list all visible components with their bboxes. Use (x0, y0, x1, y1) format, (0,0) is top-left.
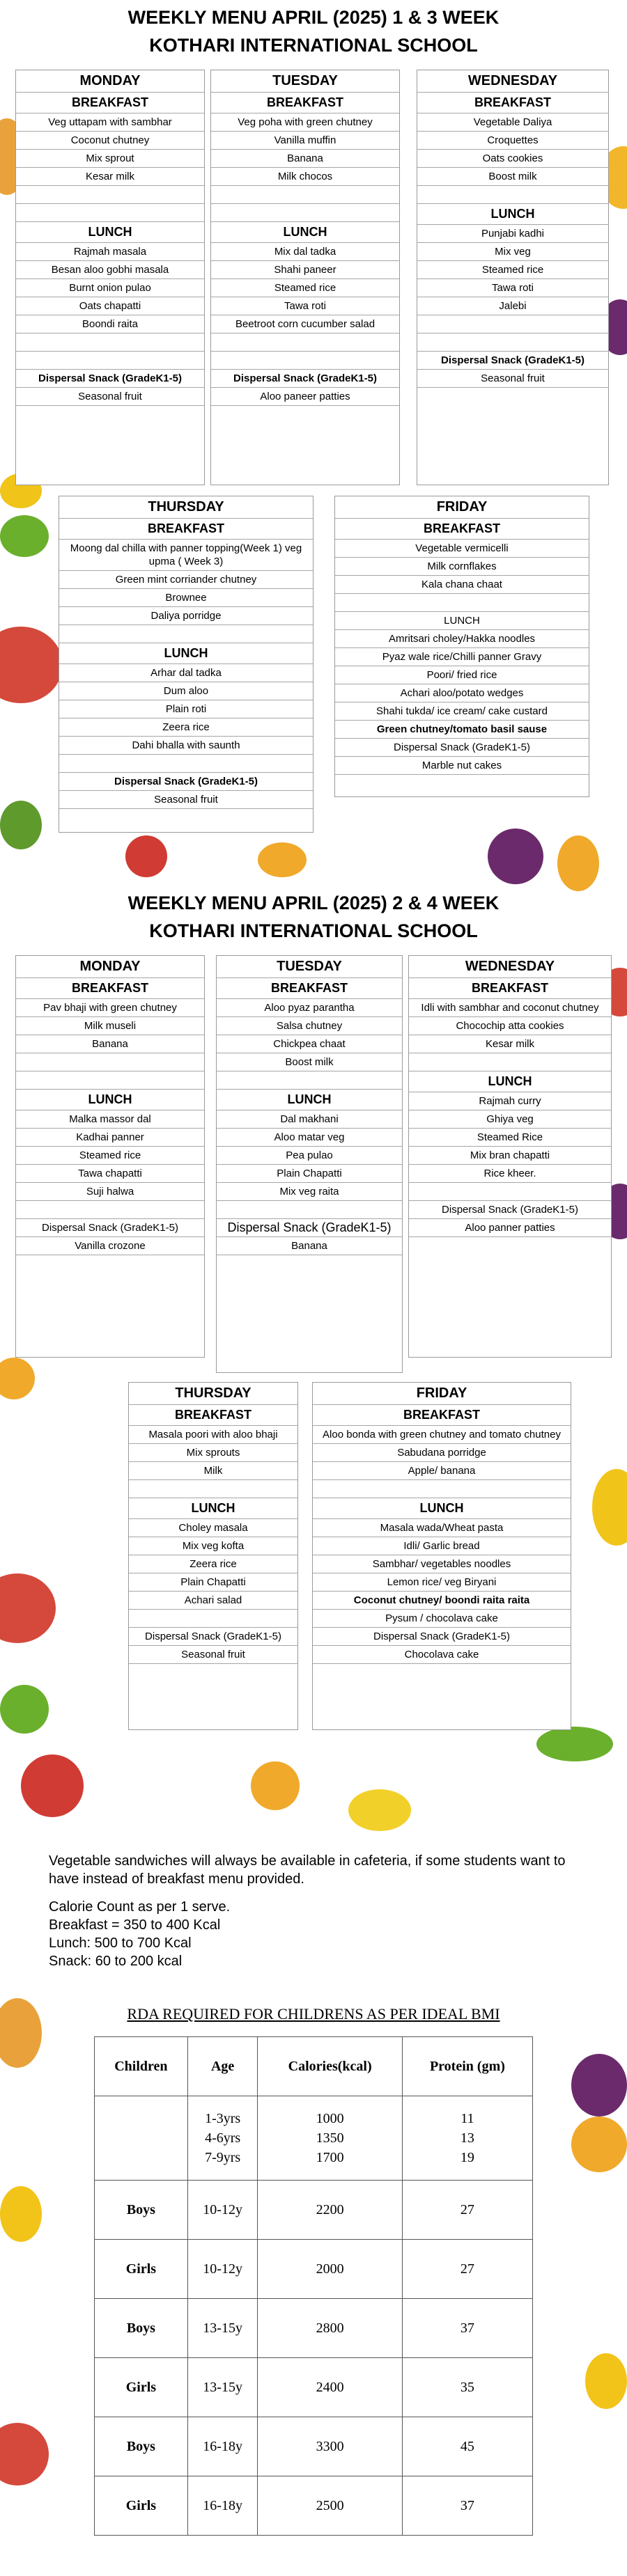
rda-value-cell: 45 (402, 2417, 532, 2476)
snack-heading: Dispersal Snack (GradeK1-5) (16, 370, 204, 388)
menu-item: Milk (129, 1462, 297, 1480)
rda-value-cell: 2800 (258, 2299, 402, 2358)
rda-row (95, 2181, 533, 2240)
menu-item: Dal makhani (217, 1110, 402, 1129)
rda-header-cell: Children (95, 2037, 188, 2096)
menu-item: Besan aloo gobhi masala (16, 261, 204, 279)
menu-item: Pav bhaji with green chutney (16, 999, 204, 1017)
menu-item: Banana (211, 150, 399, 168)
menu-item: Seasonal fruit (16, 388, 204, 406)
menu-item: Milk cornflakes (335, 558, 589, 576)
week24-monday-column (15, 955, 205, 1358)
calorie-lunch: Lunch: 500 to 700 Kcal (49, 1935, 192, 1951)
rda-children-cell: Boys (95, 2181, 188, 2240)
menu-item: Arhar dal tadka (59, 664, 313, 682)
menu-item: Rajmah masala (16, 243, 204, 261)
calorie-breakfast: Breakfast = 350 to 400 Kcal (49, 1917, 221, 1933)
rda-value-cell: 11 13 19 (402, 2096, 532, 2181)
menu-item: Milk chocos (211, 168, 399, 186)
week13-monday-column (15, 70, 205, 485)
rda-value-cell: 16-18y (187, 2476, 258, 2536)
meal-heading: LUNCH (313, 1498, 571, 1519)
rda-table (94, 2036, 533, 2536)
meal-heading: BREAKFAST (313, 1405, 571, 1426)
empty-row (211, 186, 399, 204)
rda-children-cell: Girls (95, 2476, 188, 2536)
rda-value-cell: 2200 (258, 2181, 402, 2240)
snack-heading: Dispersal Snack (GradeK1-5) (211, 370, 399, 388)
school-name-week13: KOTHARI INTERNATIONAL SCHOOL (149, 35, 478, 56)
rda-value-cell: 10-12y (187, 2240, 258, 2299)
menu-item: Dispersal Snack (GradeK1-5) (16, 1219, 204, 1237)
meal-heading: LUNCH (59, 643, 313, 664)
empty-row (313, 1480, 571, 1498)
menu-item: Steamed rice (211, 279, 399, 297)
empty-row (417, 333, 608, 352)
decor-fruit (0, 1685, 49, 1734)
menu-item: Amritsari choley/Hakka noodles (335, 630, 589, 648)
empty-row (211, 352, 399, 370)
week13-wednesday-column (417, 70, 609, 485)
menu-item: Coconut chutney (16, 132, 204, 150)
empty-row (59, 755, 313, 773)
snack-heading: Dispersal Snack (GradeK1-5) (59, 773, 313, 791)
menu-item: Seasonal fruit (417, 370, 608, 388)
rda-body (95, 2096, 533, 2536)
menu-item: Vegetable Daliya (417, 113, 608, 132)
menu-item: Boost milk (417, 168, 608, 186)
menu-item: Banana (217, 1237, 402, 1255)
menu-item: Masala poori with aloo bhaji (129, 1426, 297, 1444)
menu-item: Poori/ fried rice (335, 666, 589, 684)
meal-heading: LUNCH (335, 612, 589, 630)
menu-item: Steamed rice (16, 1147, 204, 1165)
day-heading: WEDNESDAY (417, 70, 608, 93)
empty-row (335, 594, 589, 612)
meal-heading: BREAKFAST (16, 93, 204, 113)
menu-item: Idli/ Garlic bread (313, 1537, 571, 1555)
meal-heading: LUNCH (16, 222, 204, 243)
rda-value-cell: 13-15y (187, 2358, 258, 2417)
menu-item: Dahi bhalla with saunth (59, 737, 313, 755)
rda-header-cell: Age (187, 2037, 258, 2096)
menu-item: Salsa chutney (217, 1017, 402, 1035)
sandwich-note: Vegetable sandwiches will always be available in cafeteria, if some students want to have instead of breakfast menu provided. (49, 1853, 566, 1887)
snack-heading (16, 1201, 204, 1219)
rda-children-cell: Girls (95, 2358, 188, 2417)
decor-fruit (251, 1761, 300, 1810)
menu-item: Steamed Rice (409, 1129, 611, 1147)
menu-item: Burnt onion pulao (16, 279, 204, 297)
rda-header-row (95, 2037, 533, 2096)
week24-friday-column (312, 1382, 571, 1730)
menu-item: Plain Chapatti (129, 1573, 297, 1592)
empty-row (16, 1053, 204, 1071)
empty-row (16, 333, 204, 352)
rda-value-cell: 10-12y (187, 2181, 258, 2240)
meal-heading: BREAKFAST (16, 978, 204, 999)
menu-item: Masala wada/Wheat pasta (313, 1519, 571, 1537)
menu-item: Ghiya veg (409, 1110, 611, 1129)
calorie-snack: Snack: 60 to 200 kcal (49, 1954, 183, 1969)
day-heading: MONDAY (16, 956, 204, 978)
rda-row (95, 2417, 533, 2476)
meal-heading: LUNCH (417, 204, 608, 225)
rda-row (95, 2299, 533, 2358)
week24-tuesday-column (216, 955, 403, 1373)
menu-item: Zeera rice (129, 1555, 297, 1573)
rda-children-cell: Boys (95, 2299, 188, 2358)
menu-item: Milk museli (16, 1017, 204, 1035)
meal-heading: LUNCH (217, 1090, 402, 1110)
meal-heading: BREAKFAST (335, 519, 589, 540)
menu-item: Aloo paneer patties (211, 388, 399, 406)
menu-item: Pysum / chocolava cake (313, 1610, 571, 1628)
menu-item: Achari salad (129, 1592, 297, 1610)
day-heading: FRIDAY (313, 1383, 571, 1405)
decor-fruit (258, 842, 307, 877)
menu-item: Chocochip atta cookies (409, 1017, 611, 1035)
menu-item: Dum aloo (59, 682, 313, 700)
menu-item: Dispersal Snack (GradeK1-5) (409, 1201, 611, 1219)
menu-item: Choley masala (129, 1519, 297, 1537)
menu-item: Green mint corriander chutney (59, 571, 313, 589)
meal-heading: BREAKFAST (217, 978, 402, 999)
menu-item: Mix veg (417, 243, 608, 261)
meal-heading: BREAKFAST (409, 978, 611, 999)
school-name-week24: KOTHARI INTERNATIONAL SCHOOL (149, 920, 478, 941)
empty-row (59, 625, 313, 643)
menu-item: Mix sprout (16, 150, 204, 168)
empty-row (16, 1071, 204, 1090)
menu-item: Rajmah curry (409, 1092, 611, 1110)
menu-title-week24: WEEKLY MENU APRIL (2025) 2 & 4 WEEK (127, 893, 500, 913)
decor-fruit (557, 835, 599, 891)
menu-item: Rice kheer. (409, 1165, 611, 1183)
calorie-title: Calorie Count as per 1 serve. (49, 1899, 231, 1915)
menu-item: Malka massor dal (16, 1110, 204, 1129)
menu-item: Vanilla muffin (211, 132, 399, 150)
menu-item: Tawa roti (417, 279, 608, 297)
rda-children-cell: Girls (95, 2240, 188, 2299)
decor-fruit (0, 2186, 42, 2242)
menu-item: Chocolava cake (313, 1646, 571, 1664)
snack-heading: Green chutney/tomato basil sause (335, 721, 589, 739)
menu-item: Dispersal Snack (GradeK1-5) (335, 739, 589, 757)
menu-item: Oats chapatti (16, 297, 204, 315)
empty-row (129, 1480, 297, 1498)
decor-fruit (0, 627, 63, 703)
empty-row (16, 204, 204, 222)
week13-tuesday-column (210, 70, 400, 485)
empty-row (217, 1071, 402, 1090)
rda-row (95, 2240, 533, 2299)
menu-item: Pea pulao (217, 1147, 402, 1165)
rda-value-cell: 3300 (258, 2417, 402, 2476)
decor-fruit (585, 2353, 627, 2409)
week13-thursday-column (59, 496, 314, 833)
decor-fruit (592, 1469, 627, 1546)
day-heading: TUESDAY (211, 70, 399, 93)
menu-item: Shahi paneer (211, 261, 399, 279)
menu-item: Beetroot corn cucumber salad (211, 315, 399, 333)
meal-heading: LUNCH (16, 1090, 204, 1110)
snack-heading: Coconut chutney/ boondi raita raita (313, 1592, 571, 1610)
menu-item: Sambhar/ vegetables noodles (313, 1555, 571, 1573)
menu-item: Tawa chapatti (16, 1165, 204, 1183)
decor-fruit (0, 515, 49, 557)
menu-item: Shahi tukda/ ice cream/ cake custard (335, 702, 589, 721)
menu-item: Mix veg raita (217, 1183, 402, 1201)
decor-fruit (536, 1727, 613, 1761)
rda-title: RDA REQUIRED FOR CHILDRENS AS PER IDEAL BMI (127, 2005, 500, 2023)
meal-heading: BREAKFAST (59, 519, 313, 540)
menu-item: Achari aloo/potato wedges (335, 684, 589, 702)
menu-item: Dispersal Snack (GradeK1-5) (217, 1219, 402, 1237)
menu-item: Apple/ banana (313, 1462, 571, 1480)
menu-item: Vanilla crozone (16, 1237, 204, 1255)
menu-item: Veg poha with green chutney (211, 113, 399, 132)
snack-heading (129, 1610, 297, 1628)
menu-item: Brownee (59, 589, 313, 607)
menu-item: Lemon rice/ veg Biryani (313, 1573, 571, 1592)
menu-item: Dispersal Snack (GradeK1-5) (313, 1628, 571, 1646)
menu-title-week13: WEEKLY MENU APRIL (2025) 1 & 3 WEEK (127, 7, 500, 28)
rda-value-cell: 2400 (258, 2358, 402, 2417)
menu-item: Boost milk (217, 1053, 402, 1071)
menu-item: Suji halwa (16, 1183, 204, 1201)
menu-item: Dispersal Snack (GradeK1-5) (129, 1628, 297, 1646)
rda-value-cell: 37 (402, 2476, 532, 2536)
rda-value-cell: 1000 1350 1700 (258, 2096, 402, 2181)
menu-item: Sabudana porridge (313, 1444, 571, 1462)
decor-fruit (571, 2054, 627, 2116)
menu-item: Zeera rice (59, 718, 313, 737)
menu-item: Aloo panner patties (409, 1219, 611, 1237)
meal-heading: BREAKFAST (417, 93, 608, 113)
decor-fruit (0, 801, 42, 849)
week24-wednesday-column (408, 955, 612, 1358)
decor-fruit (0, 2423, 49, 2485)
week24-thursday-column (128, 1382, 298, 1730)
menu-item: Moong dal chilla with panner topping(Week 1) veg upma ( Week 3) (59, 540, 313, 571)
decor-fruit (21, 1754, 84, 1817)
day-heading: THURSDAY (129, 1383, 297, 1405)
snack-heading (217, 1201, 402, 1219)
menu-item: Croquettes (417, 132, 608, 150)
empty-row (211, 333, 399, 352)
menu-item: Daliya porridge (59, 607, 313, 625)
menu-item: Oats cookies (417, 150, 608, 168)
menu-item: Mix bran chapatti (409, 1147, 611, 1165)
menu-item: Marble nut cakes (335, 757, 589, 775)
menu-item: Tawa roti (211, 297, 399, 315)
empty-row (417, 315, 608, 333)
menu-item: Kala chana chaat (335, 576, 589, 594)
menu-item: Mix sprouts (129, 1444, 297, 1462)
menu-item: Veg uttapam with sambhar (16, 113, 204, 132)
menu-item: Aloo bonda with green chutney and tomato chutney (313, 1426, 571, 1444)
rda-value-cell: 1-3yrs 4-6yrs 7-9yrs (187, 2096, 258, 2181)
snack-heading: Dispersal Snack (GradeK1-5) (417, 352, 608, 370)
menu-item: Mix dal tadka (211, 243, 399, 261)
meal-heading: LUNCH (129, 1498, 297, 1519)
rda-row (95, 2096, 533, 2181)
rda-row (95, 2358, 533, 2417)
menu-item: Kesar milk (16, 168, 204, 186)
menu-item: Punjabi kadhi (417, 225, 608, 243)
rda-children-cell: Boys (95, 2417, 188, 2476)
rda-header-cell: Protein (gm) (402, 2037, 532, 2096)
rda-value-cell: 2000 (258, 2240, 402, 2299)
rda-value-cell: 27 (402, 2240, 532, 2299)
rda-value-cell: 27 (402, 2181, 532, 2240)
decor-fruit (488, 828, 543, 884)
decor-fruit (0, 1573, 56, 1643)
decor-fruit (348, 1789, 411, 1831)
meal-heading: LUNCH (409, 1071, 611, 1092)
menu-item: Seasonal fruit (129, 1646, 297, 1664)
day-heading: THURSDAY (59, 496, 313, 519)
menu-item: Kadhai panner (16, 1129, 204, 1147)
menu-item: Plain roti (59, 700, 313, 718)
week13-friday-column (334, 496, 589, 797)
snack-heading (409, 1183, 611, 1201)
menu-item: Pyaz wale rice/Chilli panner Gravy (335, 648, 589, 666)
menu-item: Aloo matar veg (217, 1129, 402, 1147)
rda-value-cell: 2500 (258, 2476, 402, 2536)
day-heading: WEDNESDAY (409, 956, 611, 978)
meal-heading: LUNCH (211, 222, 399, 243)
empty-row (16, 186, 204, 204)
rda-value-cell: 35 (402, 2358, 532, 2417)
menu-item: Idli with sambhar and coconut chutney (409, 999, 611, 1017)
rda-value-cell: 16-18y (187, 2417, 258, 2476)
meal-heading: BREAKFAST (211, 93, 399, 113)
menu-item: Mix veg kofta (129, 1537, 297, 1555)
rda-row (95, 2476, 533, 2536)
day-heading: TUESDAY (217, 956, 402, 978)
menu-item: Jalebi (417, 297, 608, 315)
empty-row (409, 1053, 611, 1071)
rda-children-cell (95, 2096, 188, 2181)
day-heading: MONDAY (16, 70, 204, 93)
menu-item: Plain Chapatti (217, 1165, 402, 1183)
rda-value-cell: 13-15y (187, 2299, 258, 2358)
menu-item: Steamed rice (417, 261, 608, 279)
menu-item: Chickpea chaat (217, 1035, 402, 1053)
rda-value-cell: 37 (402, 2299, 532, 2358)
menu-item: Aloo pyaz parantha (217, 999, 402, 1017)
decor-fruit (571, 2116, 627, 2172)
decor-fruit (0, 1358, 35, 1399)
meal-heading: BREAKFAST (129, 1405, 297, 1426)
empty-row (417, 186, 608, 204)
empty-row (16, 352, 204, 370)
day-heading: FRIDAY (335, 496, 589, 519)
menu-item: Boondi raita (16, 315, 204, 333)
menu-item: Seasonal fruit (59, 791, 313, 809)
empty-row (211, 204, 399, 222)
rda-header-cell: Calories(kcal) (258, 2037, 402, 2096)
decor-fruit (125, 835, 167, 877)
menu-item: Vegetable vermicelli (335, 540, 589, 558)
menu-item: Kesar milk (409, 1035, 611, 1053)
menu-item: Banana (16, 1035, 204, 1053)
notes-section (49, 1852, 578, 1970)
